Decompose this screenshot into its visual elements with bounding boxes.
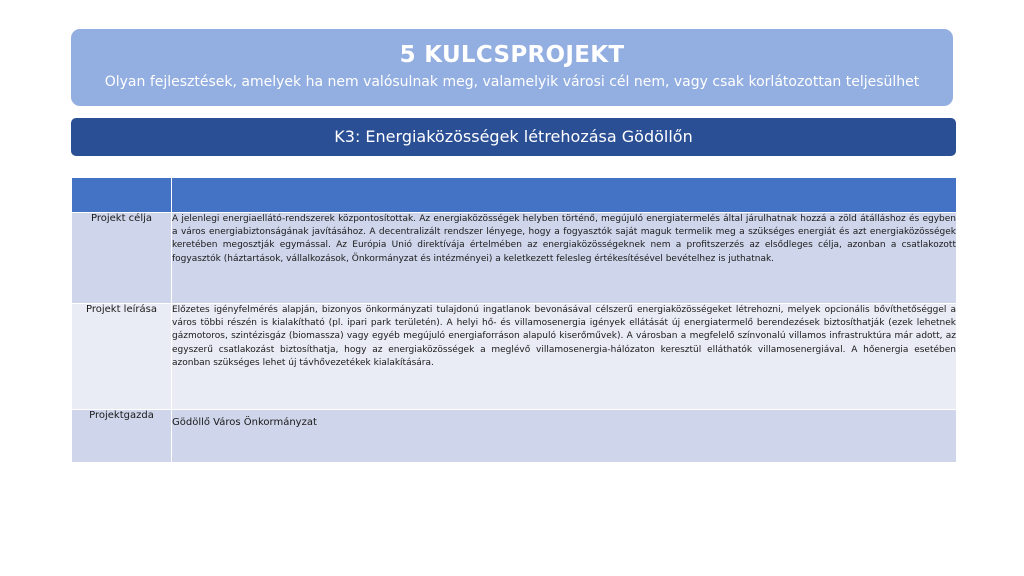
row-label: Projekt célja	[72, 213, 172, 304]
table-row-projekt-celja	[72, 213, 957, 304]
table-row-projekt-leirasa	[72, 304, 957, 410]
project-title-bar: K3: Energiaközösségek létrehozása Gödöllőn	[71, 118, 956, 156]
row-content: Előzetes igényfelmérés alapján, bizonyos önkormányzati tulajdonú ingatlanok bevonásával célszerű energiaközösségeket létrehozni, melyek opcionális bővíthetőséggel a város többi részén is kialakítható (pl. ipari park területén). A helyi hő- és villamosenergia igények ellátását új energiatermelő berendezések biztosíthatják (ezek lehetnek gázmotoros, szintézisgáz (biomassza) vagy egyéb megújuló energiaforráson alapuló kiserőművek). A városban a megfelelő színvonalú villamos infrastruktúra már adott, az egyszerű csatlakozást biztosíthatja, hogy az energiaközösségek a meglévő villamosenergia-hálózaton keresztül elláthatók villamosenergiával. A hőenergia esetében azonban szükséges lehet új távhővezetékek kialakítására.	[172, 304, 957, 410]
section-title: 5 KULCSPROJEKT	[399, 42, 625, 68]
section-header	[71, 29, 953, 106]
row-content: Gödöllő Város Önkormányzat	[172, 410, 957, 463]
table-row-projektgazda	[72, 410, 957, 463]
table-header-cell-content	[172, 178, 957, 213]
table-header-cell-label	[72, 178, 172, 213]
project-info-table	[71, 177, 957, 463]
row-content: A jelenlegi energiaellátó-rendszerek központosítottak. Az energiaközösségek helyben történő, megújuló energiatermelés által járulhatnak hozzá a zöld átálláshoz és egyben a város energiabiztonságának javításához. A decentralizált rendszer lényege, hogy a fogyasztók saját maguk termelik meg a szükséges energiát és azt energiaközösségek keretében megosztják egymással. Az Európia Unió direktívája értelmében az energiaközösségeknek nem a profitszerzés az elsődleges célja, azonban a csatlakozott fogyasztók (háztartások, vállalkozások, Önkormányzat és intézményei) a keletkezett felesleg értékesítésével bevételhez is juthatnak.	[172, 213, 957, 304]
section-subtitle: Olyan fejlesztések, amelyek ha nem valósulnak meg, valamelyik városi cél nem, vagy csak korlátozottan teljesülhet	[104, 74, 920, 90]
table-header-row	[72, 178, 957, 213]
row-label: Projektgazda	[72, 410, 172, 463]
row-label: Projekt leírása	[72, 304, 172, 410]
